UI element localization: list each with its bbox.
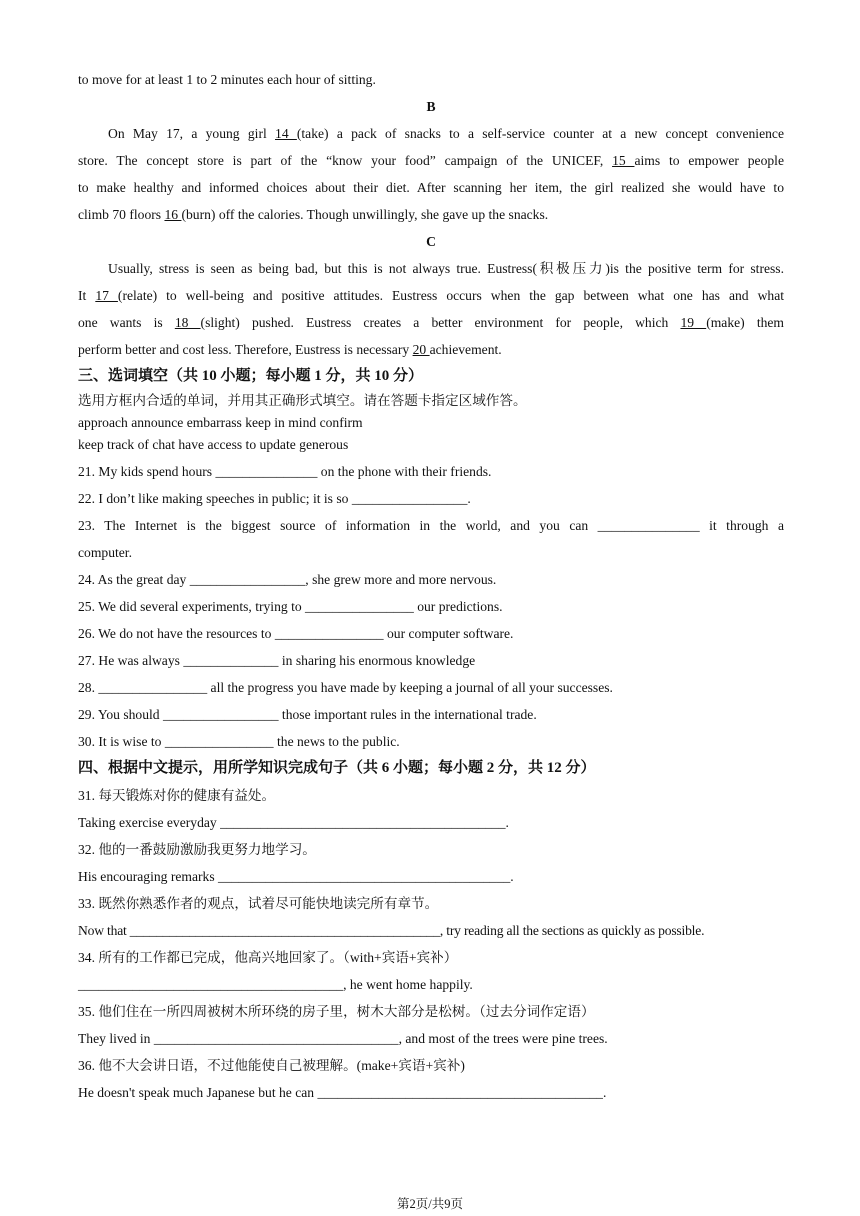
part4-heading: 四、根据中文提示，用所学知识完成句子（共 6 小题；每小题 2 分，共 12 分）: [78, 760, 596, 776]
answer-line: He doesn't speak much Japanese but he can __________________________________________.: [78, 1085, 607, 1100]
passage-b-line: to make healthy and informed choices about their diet. After scanning her item, the girl realized she would have to: [78, 180, 784, 195]
word-bank-line: approach announce embarrass keep in mind confirm: [78, 415, 363, 430]
blank-19: 19: [680, 315, 707, 330]
question-item: 21. My kids spend hours _______________ on the phone with their friends.: [78, 464, 492, 479]
passage-c-line: It 17 (relate) to well-being and positive attitudes. Eustress occurs when the gap between what one has and what: [78, 288, 785, 303]
question-item: 29. You should _________________ those important rules in the international trade.: [78, 707, 537, 722]
question-prompt: 35. 他们住在一所四周被树木所环绕的房子里，树木大部分是松树。（过去分词作定语）: [78, 1004, 595, 1019]
blank-20: 20: [412, 342, 430, 357]
question-item: computer.: [78, 545, 132, 560]
reading-line: to move for at least 1 to 2 minutes each hour of sitting.: [78, 72, 376, 87]
page-number: 第2页/共9页: [397, 1197, 463, 1211]
part3-heading: 三、选词填空（共 10 小题；每小题 1 分，共 10 分）: [78, 368, 424, 384]
question-prompt: 34. 所有的工作都已完成，他高兴地回家了。（with+宾语+宾补）: [78, 950, 458, 965]
question-item: 22. I don’t like making speeches in public; it is so _________________.: [78, 491, 471, 506]
answer-line: Taking exercise everyday __________________________________________.: [78, 815, 509, 830]
question-item: 28. ________________ all the progress you have made by keeping a journal of all your successes.: [78, 680, 613, 695]
question-item: 25. We did several experiments, trying to ________________ our predictions.: [78, 599, 503, 614]
passage-c-line: Usually, stress is seen as being bad, but this is not always true. Eustress(积极压力)is the positive term for stress.: [108, 261, 784, 276]
blank-17: 17: [95, 288, 118, 303]
blank-15: 15: [612, 153, 635, 168]
question-prompt: 32. 他的一番鼓励激励我更努力地学习。: [78, 842, 316, 857]
blank-18: 18: [174, 315, 201, 330]
question-prompt: 31. 每天锻炼对你的健康有益处。: [78, 788, 276, 803]
question-item: 23. The Internet is the biggest source of information in the world, and you can _______________ it through a: [78, 518, 784, 533]
question-prompt: 36. 他不大会讲日语，不过他能使自己被理解。(make+宾语+宾补): [78, 1058, 465, 1073]
answer-line: Now that _______________________________________________, try reading all the sections as quickly as possible.: [78, 923, 705, 938]
answer-line: They lived in ____________________________________, and most of the trees were pine trees.: [78, 1031, 608, 1046]
section-b-label: B: [426, 99, 436, 114]
section-c-label: C: [426, 234, 436, 249]
question-item: 30. It is wise to ________________ the news to the public.: [78, 734, 400, 749]
part3-instruction: 选用方框内合适的单词，并用其正确形式填空。请在答题卡指定区域作答。: [78, 393, 527, 408]
blank-14: 14: [275, 126, 297, 141]
passage-b-line: On May 17, a young girl 14 (take) a pack of snacks to a self-service counter at a new concept convenience: [108, 126, 784, 141]
word-bank-line: keep track of chat have access to update generous: [78, 437, 349, 452]
passage-c-line: one wants is 18 (slight) pushed. Eustress creates a better environment for people, which 19 (make) them: [78, 315, 785, 330]
passage-b-line: climb 70 floors 16 (burn) off the calories. Though unwillingly, she gave up the snacks.: [78, 207, 549, 222]
passage-c-line: perform better and cost less. Therefore, Eustress is necessary 20 achievement.: [78, 342, 502, 357]
question-item: 24. As the great day _________________, she grew more and more nervous.: [78, 572, 497, 587]
blank-16: 16: [164, 207, 182, 222]
answer-line: His encouraging remarks ___________________________________________.: [78, 869, 514, 884]
exam-page: [78, 66, 784, 1106]
passage-b-line: store. The concept store is part of the “know your food” campaign of the UNICEF, 15 aims to empower people: [78, 153, 784, 168]
question-item: 27. He was always ______________ in sharing his enormous knowledge: [78, 653, 476, 668]
question-prompt: 33. 既然你熟悉作者的观点，试着尽可能快地读完所有章节。: [78, 896, 439, 911]
answer-line: _______________________________________, he went home happily.: [78, 977, 473, 992]
question-item: 26. We do not have the resources to ________________ our computer software.: [78, 626, 514, 641]
